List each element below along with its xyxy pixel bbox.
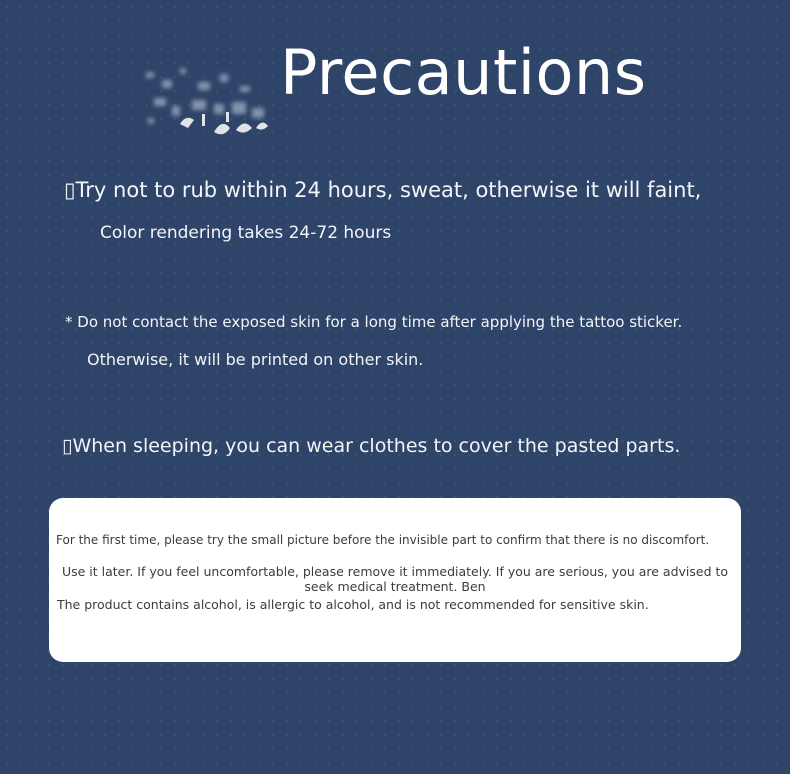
- note-sleeping: ▯When sleeping, you can wear clothes to cover the pasted parts.: [62, 435, 681, 457]
- warning-alcohol: The product contains alcohol, is allergic to alcohol, and is not recommended for sensitive skin.: [57, 597, 649, 612]
- page-title: Precautions: [280, 36, 647, 109]
- warning-uncomfortable: Use it later. If you feel uncomfortable, please remove it immediately. If you are serious, you are advised to seek medical treatment. Ben: [61, 564, 729, 594]
- note-exposed-skin: * Do not contact the exposed skin for a long time after applying the tattoo sticker.: [65, 313, 683, 331]
- note-rub-sweat: ▯Try not to rub within 24 hours, sweat, otherwise it will faint,: [64, 178, 702, 202]
- blurred-decoration-icon: [140, 62, 295, 142]
- note-color-rendering: Color rendering takes 24-72 hours: [100, 223, 392, 243]
- warning-box: [49, 498, 741, 662]
- warning-first-time: For the first time, please try the small picture before the invisible part to confirm that there is no discomfort.: [56, 533, 710, 547]
- note-printed-skin: Otherwise, it will be printed on other skin.: [87, 350, 424, 369]
